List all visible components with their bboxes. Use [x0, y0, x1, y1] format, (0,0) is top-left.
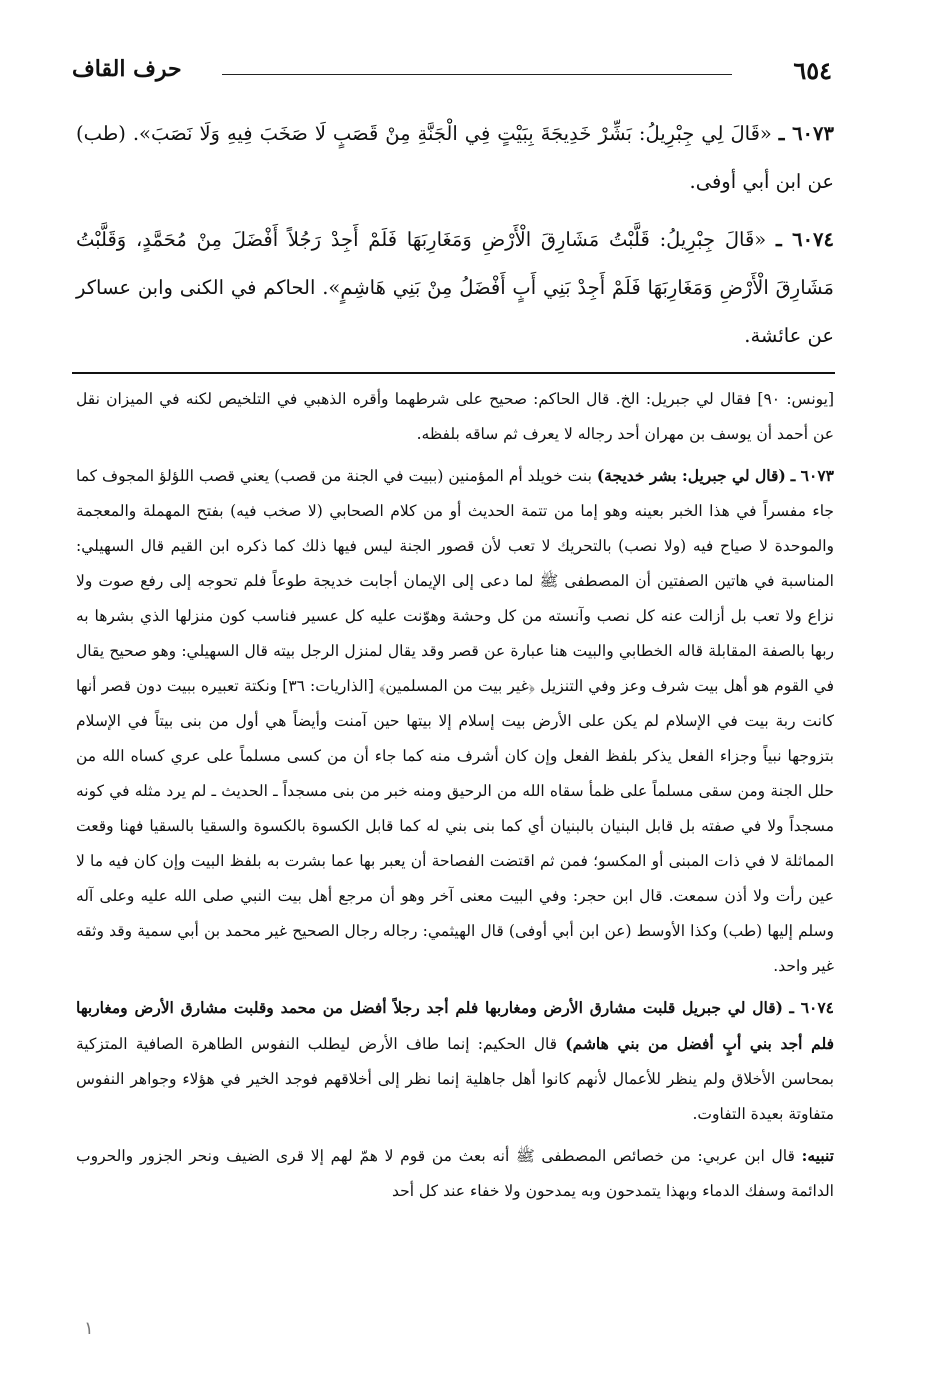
note-text: قال ابن عربي: من خصائص المصطفى ﷺ أنه بعث من قوم لا همّ لهم إلا قرى الضيف ونحر الجزور والحروب الدائمة وسفك الدماء وبهذا يتمدحون وبه يمدحون ولا خفاء عند كل أحد [76, 1147, 834, 1200]
commentary-text: بنت خويلد أم المؤمنين (ببيت في الجنة من قصب) يعني قصب اللؤلؤ المجوف كما جاء مفسراً في هذا الخبر بعينه وهو إما من تتمة الحديث أو من كلام الصحابي (لا صخب فيه) بفتح المهملة والمعجمة والموحدة لا صياح فيه (ولا نصب) بالتحريك لا تعب لأن قصور الجنة ليس فيها ذلك كما ذكره ابن القيم قال السهيلي: المناسبة في هاتين الصفتين أن المصطفى ﷺ لما دعى إلى الإيمان أجابت خديجة طوعاً فلم تحوجه إلى رفع صوت ولا نزاع ولا تعب بل أزالت عنه كل نصب وآنسته من كل وحشة وهوّنت عليه كل عسير فناسب كون منزلها الذي بشرها به ربها بالصفة المقابلة قاله الخطابي والبيت هنا عبارة عن قصر وقد يقال لمنزل الرجل بيته قال السهيلي: وهو صحيح يقال في القوم هو أهل بيت شرف وعز وفي التنزيل ﴿غير بيت من المسلمين﴾ [الذاريات: ٣٦] ونكتة تعبيره ببيت دون قصر أنها كانت ربة بيت في الإسلام لم يكن على الأرض بيت إسلام إلا بيتها حين آمنت وأيضاً هي أول من بنى بيتاً في الإسلام بتزوجها نبياً وجزاء الفعل يذكر بلفظ الفعل وإن كان أشرف منه كما جاء أن من كسى مسلماً على عري كساه الله من حلل الجنة ومن سقى مسلماً على ظمأ سقاه الله من الرحيق ومنه خبر من بنى مسجداً ـ الحديث ـ لم يرد مثله في كونه مسجداً ولا في صفته بل قابل البنيان بالبنيان أي كما بنى بني له كما قابل الكسوة بالكسوة والسقيا بالسقيا فهنا وقعت المماثلة لا في ذات المبنى أو المكسو؛ فمن ثم اقتضت الفصاحة أن يعبر بها عما بشرت به بلفظ البيت وإن كان فيه ما لا عين رأت ولا أذن سمعت. قال ابن حجر: وفي البيت معنى آخر وهو أن مرجع أهل بيت النبي صلى الله عليه وعلى آله وسلم إليها (طب) وكذا الأوسط (عن ابن أبي أوفى) قال الهيثمي: رجاله رجال الصحيح غير محمد بن أبي سمية وقد وثقه غير واحد. [76, 467, 835, 975]
hadith-text: «قَالَ جِبْرِيلُ: قَلَّبْتُ مَشَارِقَ الْأَرْضِ وَمَغَارِبَهَا فَلَمْ أَجِدْ رَجُلاً أَفْضَلَ مِنْ مُحَمَّدٍ، وَقَلَّبْتُ مَشَارِقَ الْأَرْضِ وَمَغَارِبَهَا فَلَمْ أَجِدْ بَنِي أَبٍ أَفْضَلُ مِنْ بَنِي هَاشِمٍ». [76, 228, 834, 299]
hadith-section [76, 110, 834, 370]
commentary-lemma: (قال لي جبريل قلبت مشارق الأرض ومغاربها فلم أجد رجلاً أفضل من محمد وقلبت مشارق الأرض ومغاربها فلم أجد بني أبٍ أفضل من بني هاشم) [76, 998, 835, 1053]
hadith-number: ٦٠٧٣ ـ [778, 122, 834, 145]
page-number: ٦٥٤ [793, 56, 832, 85]
margin-mark: ١ [84, 1318, 94, 1339]
hadith-6074 [76, 216, 834, 360]
commentary-number: ٦٠٧٣ ـ [790, 466, 834, 485]
commentary-text: قال الحكيم: إنما طاف الأرض ليطلب النفوس الطاهرة الصافية المتزكية بمحاسن الأخلاق ولم ينظر للأعمال لأنهم كانوا أهل جاهلية إنما نظر إلى أخلاقهم فوجد الخير في هؤلاء وجواهر النفوس متفاوتة بعيدة التفاوت. [76, 1035, 834, 1123]
hadith-number: ٦٠٧٤ ـ [776, 228, 834, 251]
running-head [72, 54, 832, 94]
hadith-source: الحاكم في الكنى وابن عساكر عن عائشة. [76, 276, 834, 347]
commentary-6073 [76, 458, 834, 984]
note-label: تنبيه: [801, 1146, 834, 1165]
header-rule [222, 74, 732, 75]
commentary-continuation: [يونس: ٩٠] فقال لي جبريل: الخ. قال الحاكم: صحيح على شرطهما وأقره الذهبي في التلخيص لكنه في الميزان نقل عن أحمد أن يوسف بن مهران أحد رجاله لا يعرف ثم ساقه بلفظه. [76, 390, 834, 443]
hadith-text: «قَالَ لِي جِبْرِيلُ: بَشِّرْ خَدِيجَةَ بِبَيْتٍ فِي الْجَنَّةِ مِنْ قَصَبٍ لَا صَخَبَ فِيهِ وَلَا نَصَبَ». [132, 122, 772, 145]
commentary-lemma: (قال لي جبريل: بشر خديجة) [596, 466, 786, 485]
commentary-note [76, 1138, 834, 1209]
commentary-number: ٦٠٧٤ ـ [789, 998, 834, 1017]
footnote-separator [72, 372, 835, 374]
commentary-section [76, 382, 834, 1215]
hadith-source: (طب) عن ابن أبي أوفى. [76, 122, 834, 193]
hadith-6073 [76, 110, 834, 206]
commentary-6074 [76, 990, 834, 1132]
chapter-title: حرف القاف [72, 56, 182, 82]
